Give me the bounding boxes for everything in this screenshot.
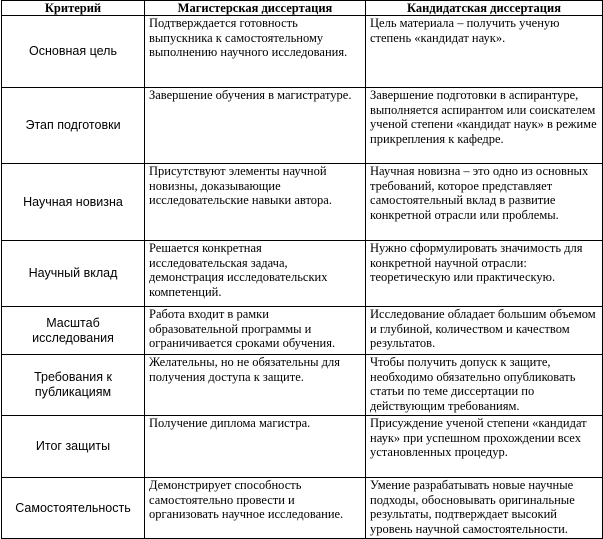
master-cell: Решается конкретная исследовательская задача, демонстрация исследовательских компетенций. bbox=[145, 241, 366, 307]
criterion-cell: Научный вклад bbox=[2, 241, 145, 307]
comparison-table bbox=[1, 0, 603, 539]
candidate-cell: Умение разрабатывать новые научные подходы, обосновывать оригинальные результаты, подтверждает высокий уровень научной самостоятельности. bbox=[366, 478, 603, 539]
table-row bbox=[2, 16, 603, 88]
criterion-cell: Итог защиты bbox=[2, 416, 145, 478]
table-header bbox=[2, 1, 603, 16]
master-cell: Присутствуют элементы научной новизны, доказывающие исследовательские навыки автора. bbox=[145, 164, 366, 241]
table-row bbox=[2, 88, 603, 164]
table-row bbox=[2, 355, 603, 416]
criterion-cell: Самостоятельность bbox=[2, 478, 145, 539]
header-candidate-thesis: Кандидатская диссертация bbox=[366, 1, 603, 16]
table-row bbox=[2, 416, 603, 478]
header-criterion: Критерий bbox=[2, 1, 145, 16]
criterion-cell: Этап подготовки bbox=[2, 88, 145, 164]
table-row bbox=[2, 164, 603, 241]
master-cell: Подтверждается готовность выпускника к самостоятельному выполнению научного исследования. bbox=[145, 16, 366, 88]
candidate-cell: Исследование обладает большим объемом и глубиной, количеством и качеством результатов. bbox=[366, 307, 603, 355]
master-cell: Получение диплома магистра. bbox=[145, 416, 366, 478]
criterion-cell: Масштаб исследования bbox=[2, 307, 145, 355]
candidate-cell: Чтобы получить допуск к защите, необходимо обязательно опубликовать статьи по теме диссертации по действующим требованиям. bbox=[366, 355, 603, 416]
master-cell: Завершение обучения в магистратуре. bbox=[145, 88, 366, 164]
criterion-cell: Основная цель bbox=[2, 16, 145, 88]
candidate-cell: Научная новизна – это одно из основных требований, которое представляет самостоятельный вклад в развитие конкретной отрасли или проблемы. bbox=[366, 164, 603, 241]
master-cell: Желательны, но не обязательны для получения доступа к защите. bbox=[145, 355, 366, 416]
candidate-cell: Нужно сформулировать значимость для конкретной научной отрасли: теоретическую или практическую. bbox=[366, 241, 603, 307]
master-cell: Демонстрирует способность самостоятельно провести и организовать научное исследование. bbox=[145, 478, 366, 539]
table-row bbox=[2, 478, 603, 539]
header-master-thesis: Магистерская диссертация bbox=[145, 1, 366, 16]
table-body bbox=[2, 16, 603, 539]
candidate-cell: Цель материала – получить ученую степень «кандидат наук». bbox=[366, 16, 603, 88]
table-row bbox=[2, 241, 603, 307]
table-row bbox=[2, 307, 603, 355]
candidate-cell: Присуждение ученой степени «кандидат наук» при успешном прохождении всех установленных процедур. bbox=[366, 416, 603, 478]
master-cell: Работа входит в рамки образовательной программы и ограничивается сроками обучения. bbox=[145, 307, 366, 355]
header-row bbox=[2, 1, 603, 16]
criterion-cell: Требования к публикациям bbox=[2, 355, 145, 416]
candidate-cell: Завершение подготовки в аспирантуре, выполняется аспирантом или соискателем ученой степени «кандидат наук» в режиме прикрепления к кафедре. bbox=[366, 88, 603, 164]
criterion-cell: Научная новизна bbox=[2, 164, 145, 241]
